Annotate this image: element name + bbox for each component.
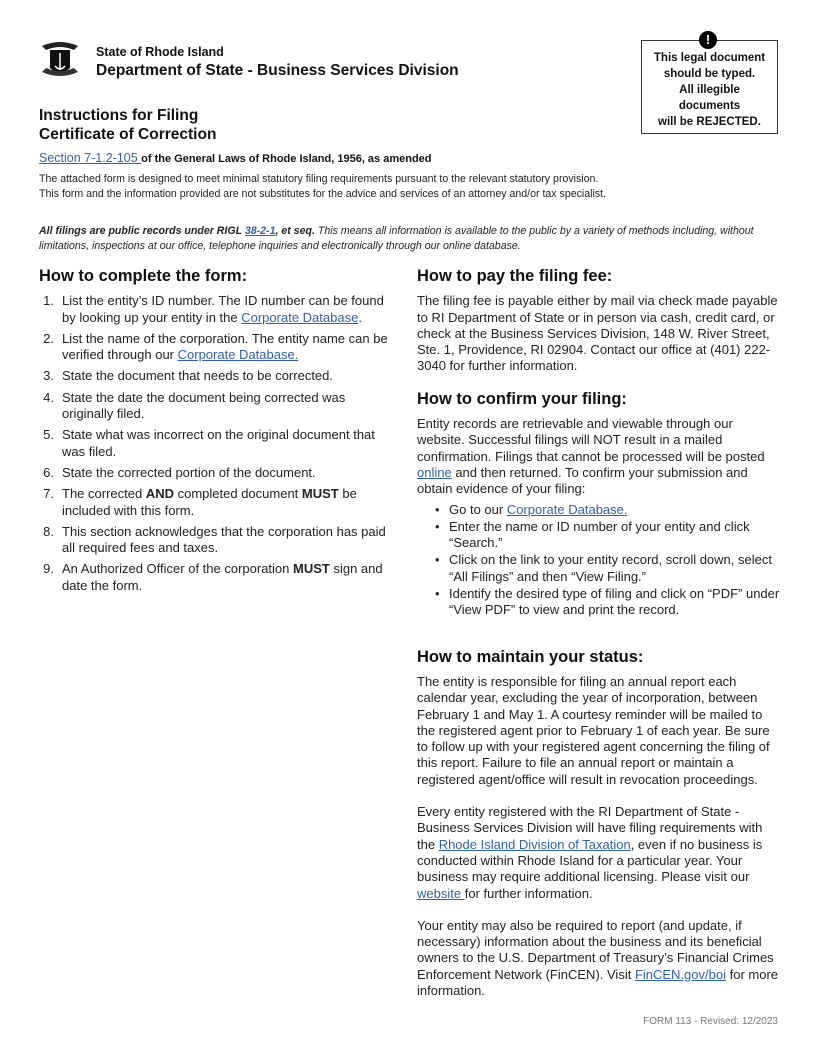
item-text: The corrected xyxy=(62,486,146,502)
form-footer: FORM 113 - Revised: 12/2023 xyxy=(643,1016,778,1027)
item-number: 7. xyxy=(43,486,54,502)
department-name: Department of State - Business Services Division xyxy=(96,62,459,79)
list-item xyxy=(39,427,399,460)
item-text: be included with this form. xyxy=(62,486,357,518)
item-text: State what was incorrect on the original document that was filed. xyxy=(62,427,375,459)
text: Every entity registered with the RI Department of State - Business Services Division will have filing requirements with the xyxy=(417,804,763,852)
statute-text: of the General Laws of Rhode Island, 1956, as amended xyxy=(141,153,432,165)
item-text: completed document xyxy=(174,486,302,502)
text: Your entity may also be required to report (and update, if necessary) information about the business and its beneficial owners to the U.S. Department of Treasury’s Financial Crimes Enforcement Network (FinCEN). Visit xyxy=(417,917,774,982)
maintain-text: The entity is responsible for filing an annual report each calendar year, excluding the year of incorporation, between February 1 and May 1. A courtesy reminder will be mailed to the registered agent prior to February 1 of each year. Be sure to follow up with your registered agent concerning the filing of this report. Failure to file an annual report or maintain a registered agent/office will result in revocation proceedings. xyxy=(417,673,770,787)
item-text: This section acknowledges that the corporation has paid all required fees and taxes. xyxy=(62,523,386,556)
item-text: State the corrected portion of the document. xyxy=(62,464,316,480)
text: Identify the desired type of filing and click on “PDF” under “View PDF” to view and print the record. xyxy=(449,586,780,618)
item-bold: MUST xyxy=(301,486,339,502)
public-records-notice xyxy=(39,224,779,253)
taxation-link[interactable]: Rhode Island Division of Taxation xyxy=(438,836,631,852)
text: Click on the link to your entity record, scroll down, select “All Filings” and then “View Filing.” xyxy=(449,552,772,584)
section-heading: How to maintain your status: xyxy=(417,647,644,666)
text: , even if no business is conducted within Rhode Island for a particular year. Your business may require additional licensing. Please visit our xyxy=(417,836,763,885)
item-bold: AND xyxy=(145,486,174,502)
item-number: 9. xyxy=(43,561,54,577)
disclaimer-line: This form and the information provided are not substitutes for the advice and services of an attorney and/or tax specialist. xyxy=(39,187,607,200)
list-item xyxy=(39,465,399,481)
page-title xyxy=(39,106,216,144)
corporate-database-link[interactable]: Corporate Database xyxy=(241,309,359,325)
pay-text: The filing fee is payable either by mail via check made payable to RI Department of State or in person via cash, credit card, or check at the Business Services Division, 148 W. River Street, Ste. 1, Providence, RI 02904. Contact our office at (401) 222-3040 for further information. xyxy=(417,293,778,374)
warning-box xyxy=(641,40,778,134)
item-bold: MUST xyxy=(293,561,330,577)
item-number: 8. xyxy=(43,523,54,539)
item-text: List the name of the corporation. The entity name can be verified through our xyxy=(62,330,388,363)
title-line: Instructions for Filing xyxy=(39,107,199,124)
list-item xyxy=(39,331,399,364)
list-item xyxy=(39,390,399,423)
exclamation-icon: ! xyxy=(699,31,717,49)
item-text: . xyxy=(358,309,362,325)
text: Enter the name or ID number of your entity and click “Search.” xyxy=(449,518,750,551)
warning-line: will be REJECTED. xyxy=(658,116,761,128)
item-text: State the date the document being corrected was originally filed. xyxy=(62,389,346,422)
title-line: Certificate of Correction xyxy=(39,126,217,143)
list-item: • Go to our Corporate Database. xyxy=(435,501,628,517)
corporate-database-link[interactable]: Corporate Database. xyxy=(177,347,299,363)
section-link[interactable]: Section 7-1.2-105 xyxy=(39,151,142,165)
item-number: 3. xyxy=(43,368,54,384)
warning-line: This legal document xyxy=(653,52,766,64)
instructions-list xyxy=(39,293,399,594)
website-link[interactable]: website xyxy=(417,885,465,901)
list-item xyxy=(39,486,399,519)
right-column xyxy=(417,268,782,1015)
item-number: 4. xyxy=(43,389,54,405)
online-link[interactable]: online xyxy=(417,464,452,480)
warning-line: should be typed. xyxy=(663,68,756,80)
text: for further information. xyxy=(464,885,593,901)
item-number: 6. xyxy=(43,464,54,480)
section-heading: How to complete the form: xyxy=(39,267,248,285)
item-text: List the entity’s ID number. The ID number can be found by looking up your entity in the xyxy=(62,293,384,325)
notice-text: This means all information is available to the public by a variety of methods including, without limitations, inspections at our office, telephone inquiries and electronically through our online database. xyxy=(39,225,754,252)
list-item xyxy=(39,368,399,384)
text: for more information. xyxy=(417,966,778,998)
statute-reference xyxy=(39,151,432,165)
fincen-link[interactable]: FinCEN.gov/boi xyxy=(634,966,726,982)
confirm-text xyxy=(417,416,782,497)
confirm-steps xyxy=(435,502,782,619)
item-text: An Authorized Officer of the corporation xyxy=(62,561,294,577)
warning-line: All illegible xyxy=(679,84,740,96)
disclaimer xyxy=(39,172,606,201)
corporate-database-link[interactable]: Corporate Database. xyxy=(506,501,628,517)
section-heading: How to confirm your filing: xyxy=(417,389,627,408)
list-item: • Click on the link to your entity record, scroll down, select “All Filings” and then “View Filing.” xyxy=(435,552,782,585)
notice-bold: All filings are public records under RIGL xyxy=(39,225,245,237)
text: and then returned. To confirm your submission and obtain evidence of your filing: xyxy=(417,464,748,497)
complete-form-section xyxy=(39,268,399,599)
taxation-text xyxy=(417,804,782,902)
list-item: • Enter the name or ID number of your entity and click “Search.” xyxy=(435,519,782,552)
item-text: sign and date the form. xyxy=(62,561,383,593)
item-number: 2. xyxy=(43,330,54,346)
list-item xyxy=(39,293,399,326)
fincen-text xyxy=(417,918,782,999)
item-text: State the document that needs to be corrected. xyxy=(62,368,334,384)
text: Entity records are retrievable and viewable through our website. Successful filings will NOT result in a mailed confirmation. Filings that cannot be processed will be posted xyxy=(417,416,765,464)
list-item xyxy=(39,561,399,594)
notice-bold: , et seq. xyxy=(275,225,315,237)
rigl-link[interactable]: 38-2-1 xyxy=(244,225,276,237)
list-item: • Identify the desired type of filing and click on “PDF” under “View PDF” to view and print the record. xyxy=(435,586,782,619)
item-number: 1. xyxy=(43,293,54,309)
rhode-island-seal-logo xyxy=(38,38,82,82)
warning-line: documents xyxy=(678,100,741,112)
section-heading: How to pay the filing fee: xyxy=(417,267,613,285)
item-number: 5. xyxy=(43,427,54,443)
text: Go to our xyxy=(449,501,507,517)
disclaimer-line: The attached form is designed to meet minimal statutory filing requirements pursuant to the relevant statutory provision. xyxy=(39,173,599,185)
list-item xyxy=(39,524,399,557)
state-name: State of Rhode Island xyxy=(96,45,224,59)
